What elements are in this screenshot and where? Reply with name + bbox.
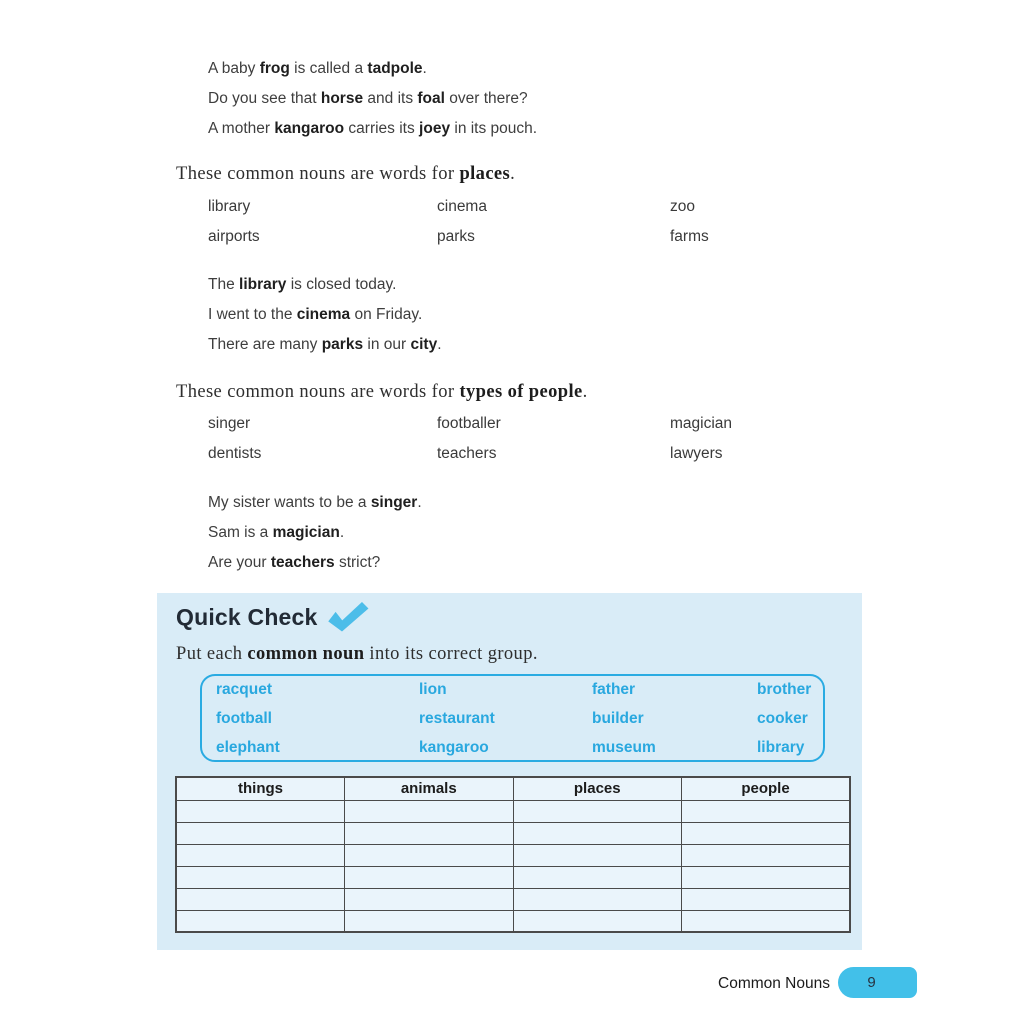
footer-section-label: Common Nouns [718, 975, 830, 992]
empty-cell [513, 866, 682, 888]
word-item: zoo [670, 198, 695, 215]
empty-cell [682, 800, 851, 822]
empty-cell [176, 822, 345, 844]
empty-cell [682, 822, 851, 844]
bank-word: restaurant [419, 709, 495, 727]
word-item: dentists [208, 445, 262, 462]
sentence: There are many parks in our city. [208, 336, 442, 353]
animal-example-sentences [208, 54, 537, 144]
sentence: Are your teachers strict? [208, 554, 381, 571]
word-item: parks [437, 228, 475, 245]
empty-cell [682, 844, 851, 866]
empty-cell [513, 822, 682, 844]
quick-check-panel [157, 593, 862, 950]
bank-word: father [592, 680, 636, 698]
column-header-places: places [513, 777, 682, 800]
bank-word: elephant [216, 738, 280, 756]
empty-cell [345, 844, 514, 866]
word-item: footballer [437, 415, 501, 432]
sentence: Do you see that horse and its foal over there? [208, 90, 528, 107]
sentence: My sister wants to be a singer. [208, 494, 422, 511]
column-header-animals: animals [345, 777, 514, 800]
table-row [176, 888, 850, 910]
sentence: A mother kangaroo carries its joey in its pouch. [208, 120, 538, 137]
sentence: I went to the cinema on Friday. [208, 306, 423, 323]
sentence: Sam is a magician. [208, 524, 345, 541]
people-word-list [208, 409, 732, 469]
people-example-sentences [208, 488, 422, 578]
bank-word: museum [592, 738, 656, 756]
empty-cell [682, 866, 851, 888]
word-item: airports [208, 228, 260, 245]
table-header-row [176, 777, 850, 800]
sorting-table [175, 776, 851, 933]
empty-cell [176, 866, 345, 888]
column-header-people: people [682, 777, 851, 800]
table-row [176, 866, 850, 888]
page-number-badge [838, 967, 917, 998]
column-header-things: things [176, 777, 345, 800]
word-bank-box [200, 674, 825, 762]
empty-cell [682, 888, 851, 910]
word-item: lawyers [670, 445, 723, 462]
empty-cell [513, 888, 682, 910]
table-row [176, 844, 850, 866]
empty-cell [176, 800, 345, 822]
bank-word: lion [419, 680, 447, 698]
quick-check-title: Quick Check [176, 603, 318, 630]
bank-word: football [216, 709, 272, 727]
bank-word: brother [757, 680, 812, 698]
table-row [176, 822, 850, 844]
bank-word: builder [592, 709, 644, 727]
bank-word: kangaroo [419, 738, 489, 756]
places-example-sentences [208, 270, 442, 360]
word-item: teachers [437, 445, 497, 462]
table-row [176, 910, 850, 932]
checkmark-icon [326, 602, 370, 632]
empty-cell [345, 822, 514, 844]
page-number: 9 [867, 974, 876, 991]
table-row [176, 800, 850, 822]
people-heading: These common nouns are words for types of people. [176, 382, 588, 402]
empty-cell [682, 910, 851, 932]
word-item: farms [670, 228, 709, 245]
word-item: library [208, 198, 251, 215]
word-item: cinema [437, 198, 487, 215]
bank-word: library [757, 738, 805, 756]
word-item: magician [670, 415, 733, 432]
empty-cell [513, 910, 682, 932]
empty-cell [345, 910, 514, 932]
empty-cell [513, 800, 682, 822]
sentence: The library is closed today. [208, 276, 397, 293]
sentence: A baby frog is called a tadpole. [208, 60, 427, 77]
empty-cell [345, 866, 514, 888]
places-word-list [208, 192, 709, 252]
empty-cell [345, 800, 514, 822]
bank-word: cooker [757, 709, 808, 727]
quick-check-title-row [176, 602, 370, 632]
word-item: singer [208, 415, 251, 432]
places-heading: These common nouns are words for places. [176, 164, 516, 184]
empty-cell [176, 888, 345, 910]
empty-cell [176, 910, 345, 932]
quick-check-instruction: Put each common noun into its correct group. [176, 644, 538, 664]
bank-word: racquet [216, 680, 272, 698]
empty-cell [176, 844, 345, 866]
empty-cell [345, 888, 514, 910]
empty-cell [513, 844, 682, 866]
